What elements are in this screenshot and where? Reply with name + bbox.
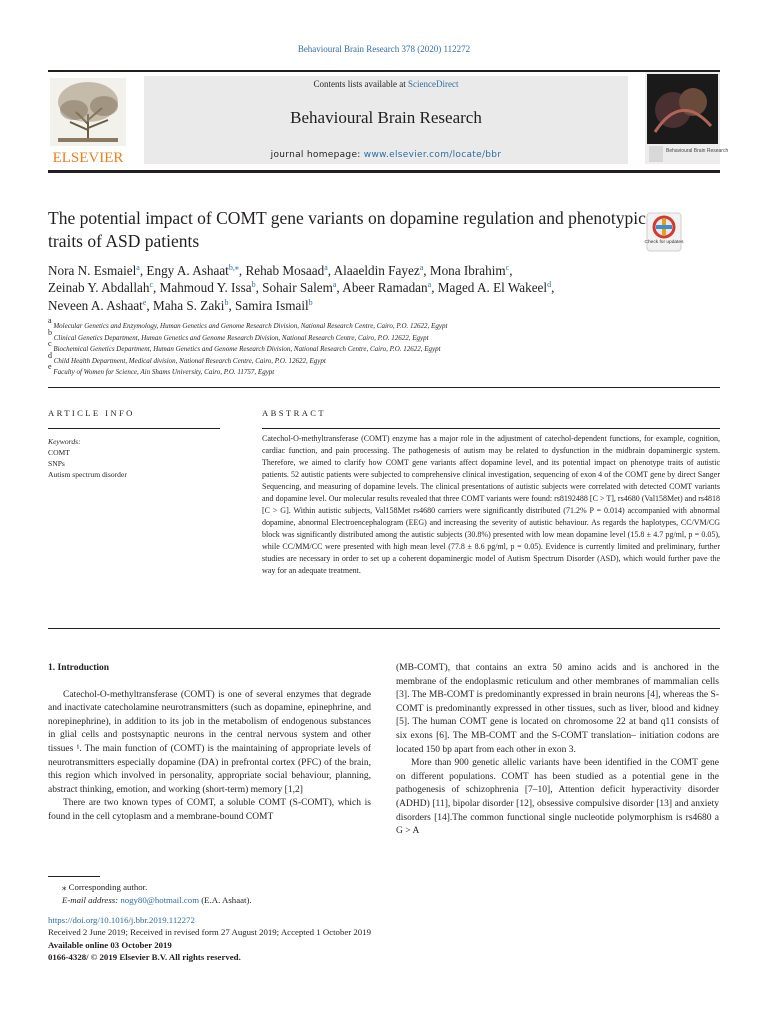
affiliation-text: Biochemical Genetics Department, Human Genetics and Genome Research Division, National Research Centre, Cairo, P.O. 12622, Egypt [53, 345, 441, 354]
paper-title: The potential impact of COMT gene variants on dopamine regulation and phenotypic traits of ASD patients [48, 208, 646, 251]
author-affiliation-mark[interactable]: d [547, 280, 552, 290]
affiliation-mark: c [48, 339, 52, 349]
crossmark-icon [646, 212, 682, 252]
abstract-divider [48, 628, 720, 629]
body-paragraph: There are two known types of COMT, a soluble COMT (S-COMT), which is found in the cell cytoplasm and a membrane-bound COMT [48, 798, 371, 822]
elsevier-wordmark: ELSEVIER [52, 150, 124, 166]
body-paragraph: Catechol-O-methyltransferase (COMT) is one of several enzymes that degrade and inactivate catecholamine neurotransmitters (such as dopamine, epinephrine, and norepinephrine), in addition to its job in the metabolism of endogenous substances in glial cells and postsynaptic neurons in the central nervous system and other tissues ¹. The main function of (COMT) is the maintaining of appropriate levels of neurotransmitters especially dopamine (DA) in prefrontal cortex (PFC) of the brain, this region which involved in personality, appropriate social behaviour, planning, abstract thinking, emotion, and working (short-term) memory [1,2] [48, 689, 371, 795]
author-name-text: Samira Ismail [235, 297, 309, 313]
introduction-heading: 1. Introduction [48, 663, 110, 673]
affiliation-text: Child Health Department, Medical division, National Research Centre, Cairo, P.O. 12622, Egypt [53, 356, 326, 365]
author-affiliation-mark[interactable]: a [332, 280, 337, 290]
author-name-text: Neveen A. Ashaat [48, 297, 143, 313]
author-affiliation-mark[interactable]: b [308, 297, 313, 307]
keyword-item: Autism spectrum disorder [48, 470, 127, 479]
header-top-rule [48, 70, 720, 72]
affiliation-text: Faculty of Women for Science, Ain Shams University, Cairo, P.O. 11757, Egypt [53, 368, 275, 377]
author-name-text: Mona Ibrahim [429, 263, 506, 278]
author-affiliation-mark[interactable]: b,⁎ [228, 263, 239, 272]
author-name-text: Maged A. El Wakeel [437, 280, 548, 296]
footnote-rule [48, 876, 100, 877]
doi-link[interactable]: https://doi.org/10.1016/j.bbr.2019.112272 [48, 915, 195, 925]
article-info-heading: ARTICLE INFO [48, 408, 135, 418]
email-link[interactable]: nogy80@hotmail.com [120, 895, 200, 905]
author-name-text: Alaaeldin Fayez [333, 263, 420, 278]
sciencedirect-link[interactable]: ScienceDirect [408, 79, 459, 89]
author-name [334, 263, 424, 278]
author-name-text: Engy A. Ashaat [146, 263, 229, 278]
author-affiliation-mark[interactable]: e [142, 297, 147, 307]
author-name-text: Maha S. Zaki [153, 297, 225, 313]
affiliation-item [48, 327, 720, 345]
affiliation-mark: d [48, 350, 52, 360]
author-affiliation-mark[interactable]: a [136, 263, 140, 272]
contents-line [144, 79, 628, 89]
contents-prefix: Contents lists available at [313, 79, 406, 89]
footnote [62, 881, 252, 907]
body-paragraph: More than 900 genetic allelic variants have been identified in the COMT gene on different populations. COMT has been studied as a potential gene in the pathogenesis of schizophrenia [7–10], Attention deficit hyperactivity disorder (ADHD) [11], bipolar disorder [12], obsessive compulsive disorder [13] and anxiety disorders [14].The common functional single nucleotide polymorphism is rs4680 a G > A [396, 758, 719, 837]
author-name [235, 298, 313, 313]
journal-title: Behavioural Brain Research [290, 108, 482, 127]
article-info-rule [48, 428, 220, 429]
author-name [146, 263, 238, 278]
author-name-text: Rehab Mosaad [245, 263, 325, 278]
affiliation-mark: a [48, 316, 52, 325]
author-name [48, 263, 140, 278]
author-name-text: Zeinab Y. Abdallah [48, 280, 150, 296]
header-bottom-rule [48, 170, 720, 173]
body-column-left [48, 662, 371, 825]
available-online: Available online 03 October 2019 [48, 939, 172, 950]
affiliation-list [48, 316, 720, 379]
corresponding-author-note: ⁎ Corresponding author. [62, 882, 148, 892]
crossmark-badge[interactable] [646, 212, 682, 252]
author-name [153, 298, 228, 313]
author-affiliation-mark[interactable]: b [224, 297, 229, 307]
author-name [430, 263, 509, 278]
crossmark-label: Check for updates [644, 240, 684, 245]
authors-divider [48, 387, 720, 388]
abstract-rule [262, 428, 720, 429]
author-name [160, 280, 256, 295]
keyword-item: SNPs [48, 459, 65, 468]
author-affiliation-mark[interactable]: a [419, 263, 424, 272]
author-list: Nora N. Esmaiel$^a$, Engy A. Ashaat$^{b,⁎}$, Rehab Mosaad$^a$, Alaaeldin Fayez$^a$, Mona Ibrahim$^c$, Zeinab Y. Abdallah$^c$, Mahmoud Y. Issa$^b$, Sohair Salem$^a$, Abeer Ramadan$^a$, Maged A. El Wakeel$^d$, Neveen A. Ashaat$^e$, Maha S. Zaki$^b$, Samira Ismail$^b$ [48, 263, 555, 313]
abstract-text: Catechol-O-methyltransferase (COMT) enzyme has a major role in the adjustment of catechol-dependent functions, for example, cognition, cardiac function, and pain processing. The pathogenesis of autism may be related to dysfunction in the midbrain dopaminergic system. Therefore, we aimed to clarify how COMT gene variants affect dopamine level, and its potential impact on phenotype traits of autistic patients. 52 autistic patients were subjected to comprehensive clinical investigation, sequencing of exon 4 of the COMT gene by direct Sanger Sequencing, and measuring of dopamine levels. The clinical presentations of autistic subjects were correlated with detected COMT variants and dopamine level. Our molecular results revealed that three COMT variants were found: rs8192488 [C > T], rs4680 (Val158Met) and rs4818 [C > G]. Within autistic subjects, Val158Met rs4680 carriers were significantly distributed (71.2% P = 0.014) accompanied with abnormal dopamine, abnormal Electroencephalogram (EEG) and increasing the severity of autistic behaviour. As regards the haplotypes, CC/VM/CG block was significantly distributed among the autistic subjects (30.8%) presented with low mean dopamine level (15.8 ± 4.7 pg/ml, p = 0.05), while CC/MM/CC were presented with high mean level (77.8 ± 8.6 pg/ml, p = 0.05). Evidence is currently limited and preliminary, further studies are necessary in order to set up a coherent dopaminergic model of Autism Spectrum Disorder (ASD), which would further pave the way for an adequate treatment. [262, 434, 720, 575]
author-affiliation-mark[interactable]: a [324, 263, 328, 272]
author-name [438, 280, 551, 295]
elsevier-tree-icon [48, 76, 128, 166]
author-name-text: Nora N. Esmaiel [48, 263, 137, 278]
received-dates: Received 2 June 2019; Received in revised form 27 August 2019; Accepted 1 October 2019 [48, 927, 371, 938]
author-name-text: Sohair Salem [262, 280, 333, 296]
author-name [245, 263, 327, 278]
author-affiliation-mark[interactable]: c [505, 263, 510, 272]
author-name [262, 280, 336, 295]
cover-thumbnail-icon [645, 72, 729, 164]
journal-cover-image[interactable] [645, 72, 729, 164]
affiliation-mark: e [48, 362, 52, 372]
elsevier-logo [48, 76, 128, 166]
journal-reference-link[interactable]: Behavioural Brain Research 378 (2020) 112272 [297, 44, 471, 54]
affiliation-item [48, 362, 720, 379]
author-affiliation-mark[interactable]: a [427, 280, 432, 290]
email-line [62, 894, 252, 907]
keywords-label: Keywords: [48, 437, 81, 446]
email-owner: (E.A. Ashaat). [201, 895, 252, 905]
keyword-item: COMT [48, 448, 70, 457]
affiliation-item [48, 350, 720, 368]
author-affiliation-mark[interactable]: b [251, 280, 256, 290]
email-label: E-mail address: [62, 895, 119, 905]
publication-info [48, 914, 371, 964]
body-paragraph: (MB-COMT), that contains an extra 50 amino acids and is anchored in the membrane of the endoplasmic reticulum and other membranes of mammalian cells [3]. The MB-COMT is predominantly expressed in brain neurons [4], whereas the S-COMT is predominantly expressed in other tissues, such as liver, blood and kidney [5]. The human COMT gene is located on chromosome 22 at band q11 consists of six exons [6]. The MB-COMT and the S-COMT translation– initiation codons are located 150 bp apart from each other in exon 3. [396, 663, 719, 755]
body-column-right [396, 662, 719, 839]
author-name [48, 298, 146, 313]
author-name [342, 280, 431, 295]
homepage-line [144, 150, 628, 160]
homepage-prefix: journal homepage: [270, 150, 361, 160]
homepage-link[interactable]: www.elsevier.com/locate/bbr [363, 150, 502, 160]
cover-journal-name: Behavioural Brain Research [666, 148, 729, 154]
affiliation-text: Clinical Genetics Department, Human Genetics and Genome Research Division, National Research Centre, Cairo, P.O. 12622, Egypt [53, 333, 429, 342]
keywords-block [48, 436, 218, 480]
copyright-line: 0166-4328/ © 2019 Elsevier B.V. All rights reserved. [48, 952, 241, 963]
author-name-text: Abeer Ramadan [342, 280, 428, 296]
abstract-heading: ABSTRACT [262, 408, 327, 418]
affiliation-mark: b [48, 327, 52, 337]
author-affiliation-mark[interactable]: c [149, 280, 154, 290]
author-name [48, 280, 153, 295]
author-name-text: Mahmoud Y. Issa [159, 280, 252, 296]
affiliation-text: Molecular Genetics and Enzymology, Human Genetics and Genome Research Division, National Research Centre, Cairo, P.O. 12622, Egypt [53, 322, 448, 330]
affiliation-item [48, 339, 720, 356]
affiliation-item [48, 316, 720, 333]
